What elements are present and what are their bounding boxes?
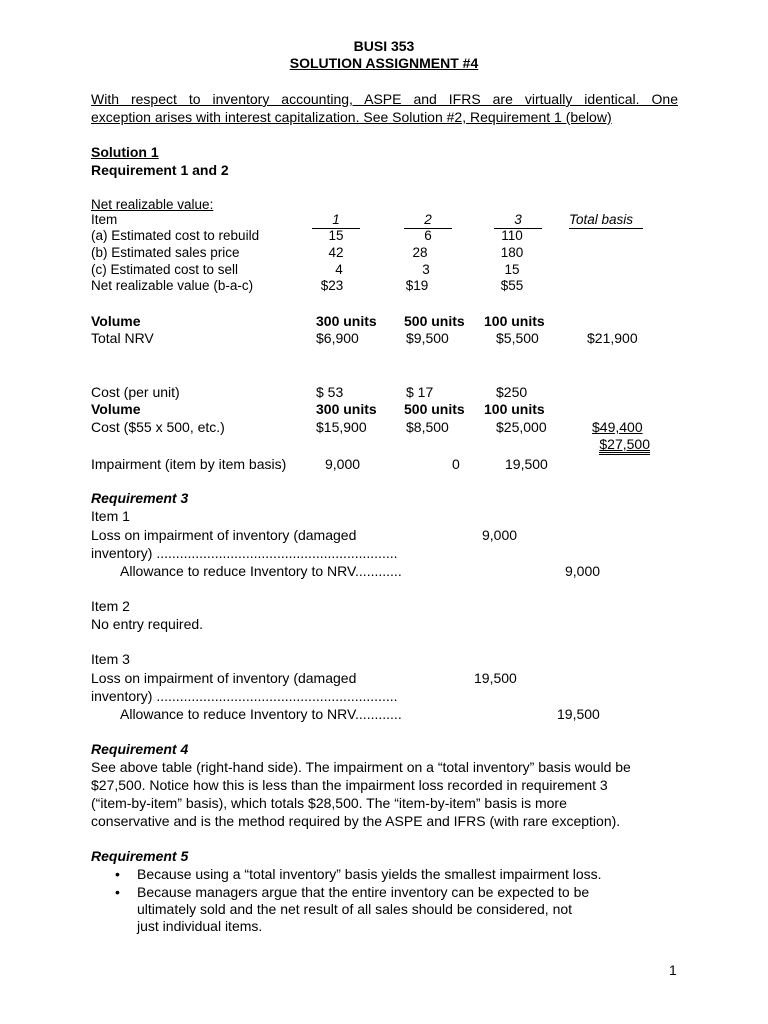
nrv-label: Net realizable value:: [91, 197, 214, 212]
impairment-value: 0: [452, 456, 460, 472]
col-header-3: [494, 212, 542, 229]
total-impairment: [588, 436, 650, 452]
total-basis-text: Total basis: [569, 212, 634, 227]
volume-value: 500 units: [404, 401, 465, 417]
req4-line: conservative and is the method required by the ASPE and IFRS (with rare exception).: [91, 813, 621, 829]
cell-value: 110: [501, 228, 523, 243]
course-code: BUSI 353: [353, 38, 415, 54]
page-title: SOLUTION ASSIGNMENT #4: [289, 55, 479, 71]
total-nrv-value: $5,500: [496, 330, 539, 346]
impairment-value: 9,000: [325, 456, 361, 472]
page-number: 1: [669, 962, 677, 978]
total-impairment-value: $27,500: [599, 436, 650, 455]
impairment-label: Impairment (item by item basis): [91, 456, 287, 472]
cell-value: 15: [504, 262, 520, 277]
item-1-debit-line-2: inventory) ..............................................................: [91, 545, 398, 561]
cost-total-value: $8,500: [406, 419, 449, 435]
cost-total-label: Cost ($55 x 500, etc.): [91, 419, 225, 435]
req5-bullet-list: [91, 866, 651, 936]
requirement-5-heading: Requirement 5: [91, 848, 189, 864]
item-header: Item: [91, 212, 118, 227]
volume-value: 100 units: [484, 401, 545, 417]
row-label: (b) Estimated sales price: [91, 245, 240, 260]
cell-value: 6: [424, 228, 432, 243]
item-1-title: Item 1: [91, 508, 130, 524]
item-1-debit-amount: 9,000: [482, 527, 518, 543]
req4-line: See above table (right-hand side). The impairment on a “total inventory” basis would be: [91, 759, 631, 775]
cell-value: $55: [500, 278, 524, 293]
col-header-1-text: 1: [332, 212, 340, 227]
cost-per-unit-value: $ 17: [406, 384, 434, 400]
item-3-title: Item 3: [91, 651, 130, 667]
col-header-2-text: 2: [424, 212, 432, 227]
intro-line-2: exception arises with interest capitalization. See Solution #2, Requirement 1 (below): [91, 109, 612, 125]
solution-1-heading: Solution 1: [91, 144, 159, 160]
cost-total-value: $25,000: [496, 419, 547, 435]
row-label: (c) Estimated cost to sell: [91, 262, 239, 277]
cell-value: $19: [405, 278, 429, 293]
requirement-4-heading: Requirement 4: [91, 741, 189, 757]
col-header-1: [312, 212, 360, 229]
item-1-debit-line: Loss on impairment of inventory (damaged: [91, 527, 357, 543]
impairment-value: 19,500: [505, 456, 548, 472]
volume-label: Volume: [91, 401, 141, 417]
volume-label: Volume: [91, 313, 141, 329]
total-nrv-label: Total NRV: [91, 330, 154, 346]
col-header-2: [404, 212, 452, 229]
item-1-credit-line: Allowance to reduce Inventory to NRV............: [120, 563, 402, 579]
item-3-debit-line-2: inventory) ..............................................................: [91, 688, 398, 704]
row-label: Net realizable value (b-a-c): [91, 278, 254, 293]
item-3-debit-amount: 19,500: [474, 670, 517, 686]
item-1-credit-amount: 9,000: [565, 563, 601, 579]
cost-per-unit-label: Cost (per unit): [91, 384, 180, 400]
cost-total-total: $49,400: [592, 419, 643, 435]
total-nrv-value: $6,900: [316, 330, 359, 346]
item-3-debit-line: Loss on impairment of inventory (damaged: [91, 670, 357, 686]
total-nrv-value: $9,500: [406, 330, 449, 346]
cost-per-unit-value: $250: [496, 384, 528, 400]
cell-value: 180: [500, 245, 524, 260]
list-item: • Because managers argue that the entire inventory can be expected to be ultimately sold and the net result of all sales should be considered, not just individual items.: [91, 884, 651, 935]
item-2-title: Item 2: [91, 598, 130, 614]
item-3-credit-amount: 19,500: [557, 706, 600, 722]
cell-value: $23: [320, 278, 344, 293]
requirement-1-2-heading: Requirement 1 and 2: [91, 162, 229, 178]
volume-value: 500 units: [404, 313, 465, 329]
cell-value: 3: [422, 262, 430, 277]
col-header-3-text: 3: [514, 212, 522, 227]
item-2-text: No entry required.: [91, 616, 204, 632]
req4-line: $27,500. Notice how this is less than the impairment loss recorded in requirement 3: [91, 777, 608, 793]
cell-value: 4: [335, 262, 343, 277]
list-item: • Because using a “total inventory” basis yields the smallest impairment loss.: [91, 866, 651, 883]
cell-value: 15: [328, 228, 344, 243]
intro-line-1: With respect to inventory accounting, ASPE and IFRS are virtually identical. One: [91, 91, 678, 107]
volume-value: 300 units: [316, 401, 377, 417]
volume-value: 100 units: [484, 313, 545, 329]
item-3-credit-line: Allowance to reduce Inventory to NRV............: [120, 706, 402, 722]
requirement-3-heading: Requirement 3: [91, 490, 189, 506]
cell-value: 42: [328, 245, 344, 260]
total-basis-header: [569, 212, 643, 229]
total-nrv-total: $21,900: [587, 330, 638, 346]
row-label: (a) Estimated cost to rebuild: [91, 228, 260, 243]
cost-total-value: $15,900: [316, 419, 367, 435]
cell-value: 28: [412, 245, 428, 260]
volume-value: 300 units: [316, 313, 377, 329]
cost-per-unit-value: $ 53: [316, 384, 344, 400]
req4-line: (“item-by-item” basis), which totals $28,500. The “item-by-item” basis is more: [91, 795, 567, 811]
